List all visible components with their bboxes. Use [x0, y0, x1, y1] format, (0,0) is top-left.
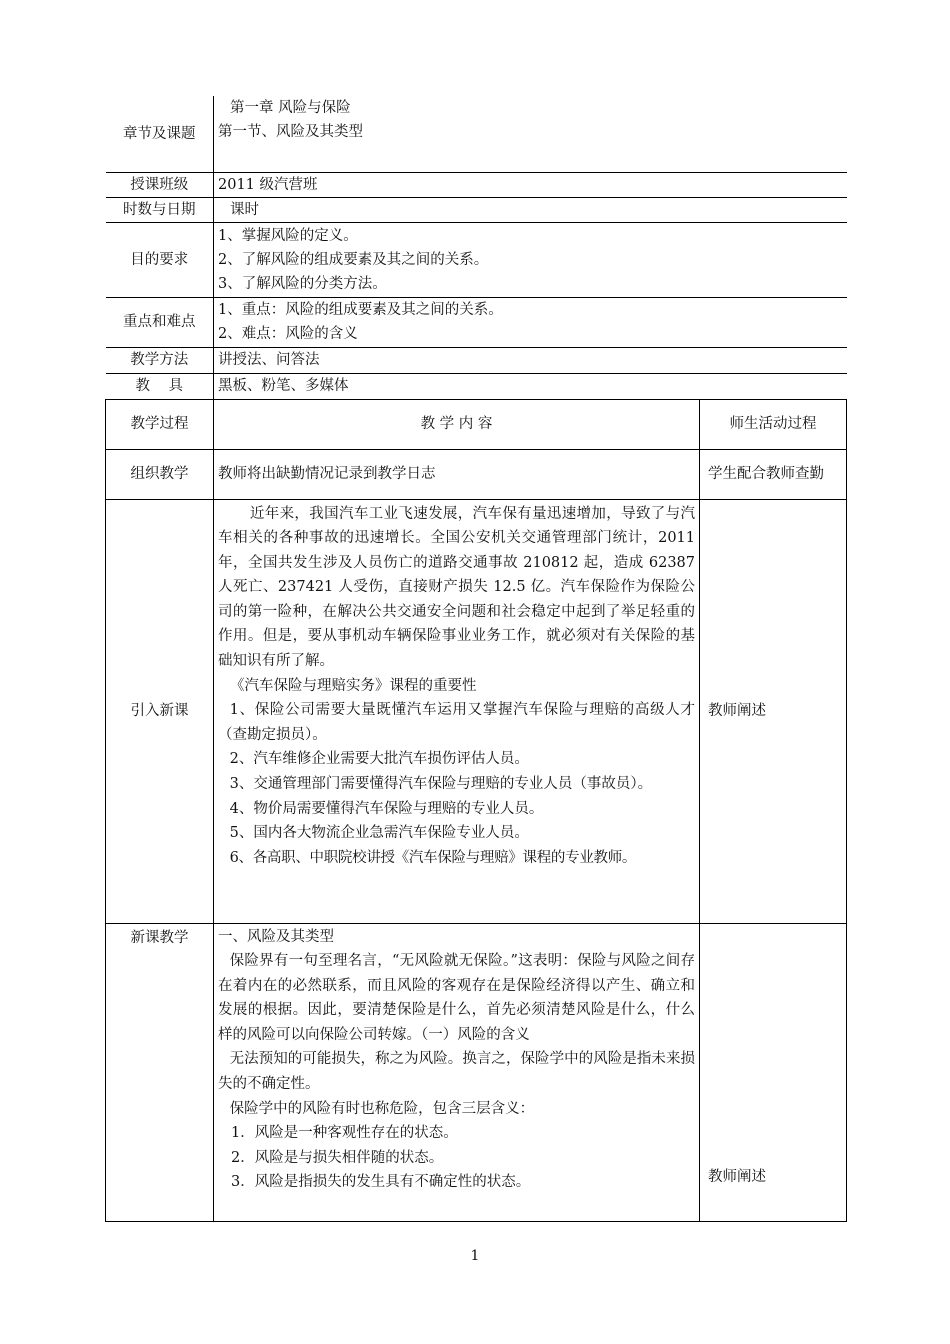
organize-content: 教师将出缺勤情况记录到教学日志 — [214, 449, 700, 499]
importance-item: 5、国内各大物流企业急需汽车保险专业人员。 — [229, 825, 529, 842]
importance-item: 1、保险公司需要大量既懂汽车运用又掌握汽车保险与理赔的高级人才（查勘定损员）。 — [218, 702, 695, 743]
header-process: 教学过程 — [106, 399, 214, 449]
keypoints-label: 重点和难点 — [106, 297, 214, 347]
row-method — [106, 347, 847, 373]
row-tools — [106, 373, 847, 399]
intro-label: 引入新课 — [106, 499, 214, 923]
method-value: 讲授法、问答法 — [214, 347, 847, 373]
row-goals — [106, 222, 847, 297]
hours-value: 课时 — [214, 197, 847, 222]
newlesson-activity: 教师阐述 — [700, 923, 847, 1221]
method-label: 教学方法 — [106, 347, 214, 373]
chapter-cell — [214, 96, 847, 172]
organize-label: 组织教学 — [106, 449, 214, 499]
importance-item: 6、各高职、中职院校讲授《汽车保险与理赔》课程的专业教师。 — [229, 849, 637, 866]
newlesson-paragraph: 保险界有一句至理名言，“无风险就无保险。”这表明：保险与风险之间存在着内在的必然联系，而且风险的客观存在是保险经济得以产生、确立和发展的根据。因此，要清楚保险是什么，首先必须清楚风险是什么，什么样的风险可以向保险公司转嫁。（一）风险的含义 — [218, 953, 695, 1043]
importance-item: 2、汽车维修企业需要大批汽车损伤评估人员。 — [229, 751, 529, 768]
row-class — [106, 172, 847, 197]
keypoints-cell — [214, 297, 847, 347]
newlesson-paragraph: 无法预知的可能损失，称之为风险。换言之，保险学中的风险是指未来损失的不确定性。 — [218, 1051, 695, 1093]
risk-meaning-item: 3．风险是指损失的发生具有不确定性的状态。 — [231, 1174, 531, 1191]
goal-item: 2、了解风险的组成要素及其之间的关系。 — [218, 251, 489, 268]
goals-label: 目的要求 — [106, 222, 214, 297]
newlesson-paragraph: 保险学中的风险有时也称危险，包含三层含义： — [229, 1100, 535, 1117]
risk-meaning-item: 2．风险是与损失相伴随的状态。 — [231, 1149, 444, 1166]
course-importance-title: 《汽车保险与理赔实务》课程的重要性 — [230, 677, 477, 694]
goal-item: 3、了解风险的分类方法。 — [218, 275, 387, 292]
chapter-title: 第一章 风险与保险 — [230, 100, 351, 116]
page-number: 1 — [470, 1248, 480, 1264]
row-header — [106, 399, 847, 449]
newlesson-label: 新课教学 — [106, 923, 214, 1221]
importance-item: 3、交通管理部门需要懂得汽车保险与理赔的专业人员（事故员）。 — [229, 776, 653, 793]
risk-meaning-item: 1．风险是一种客观性存在的状态。 — [231, 1125, 458, 1142]
row-organize — [106, 449, 847, 499]
tools-label: 教 具 — [106, 373, 214, 399]
row-hours — [106, 197, 847, 222]
goals-cell — [214, 222, 847, 297]
newlesson-content — [214, 923, 700, 1221]
class-value: 2011 级汽营班 — [214, 172, 847, 197]
hours-label: 时数与日期 — [106, 197, 214, 222]
importance-item: 4、物价局需要懂得汽车保险与理赔的专业人员。 — [229, 800, 544, 817]
header-content: 教 学 内 容 — [214, 399, 700, 449]
keypoint-item: 2、难点：风险的含义 — [218, 326, 358, 342]
row-chapter — [106, 96, 847, 172]
row-keypoints — [106, 297, 847, 347]
organize-activity: 学生配合教师查勤 — [700, 449, 847, 499]
goal-item: 1、掌握风险的定义。 — [218, 227, 358, 244]
header-activity: 师生活动过程 — [700, 399, 847, 449]
keypoint-item: 1、重点：风险的组成要素及其之间的关系。 — [218, 302, 503, 318]
row-newlesson — [106, 923, 847, 1221]
intro-activity: 教师阐述 — [700, 499, 847, 923]
lesson-plan-table — [105, 96, 847, 1222]
chapter-label: 章节及课题 — [106, 96, 214, 172]
section-title: 第一节、风险及其类型 — [218, 124, 363, 140]
intro-content — [214, 499, 700, 923]
class-label: 授课班级 — [106, 172, 214, 197]
intro-paragraph: 近年来，我国汽车工业飞速发展，汽车保有量迅速增加，导致了与汽车相关的各种事故的迅速增长。全国公安机关交通管理部门统计，2011 年，全国共发生涉及人员伤亡的道路交通事故 210812 起，造成 62387 人死亡、237421 人受伤，直接财产损失 12.5 亿。汽车保险作为保险公司的第一险种，在解决公共交通安全问题和社会稳定中起到了举足轻重的作用。但是，要从事机动车辆保险事业业务工作，就必须对有关保险的基础知识有所了解。 — [218, 505, 695, 670]
newlesson-heading: 一、风险及其类型 — [218, 928, 334, 945]
row-intro — [106, 499, 847, 923]
tools-value: 黑板、粉笔、多媒体 — [214, 373, 847, 399]
